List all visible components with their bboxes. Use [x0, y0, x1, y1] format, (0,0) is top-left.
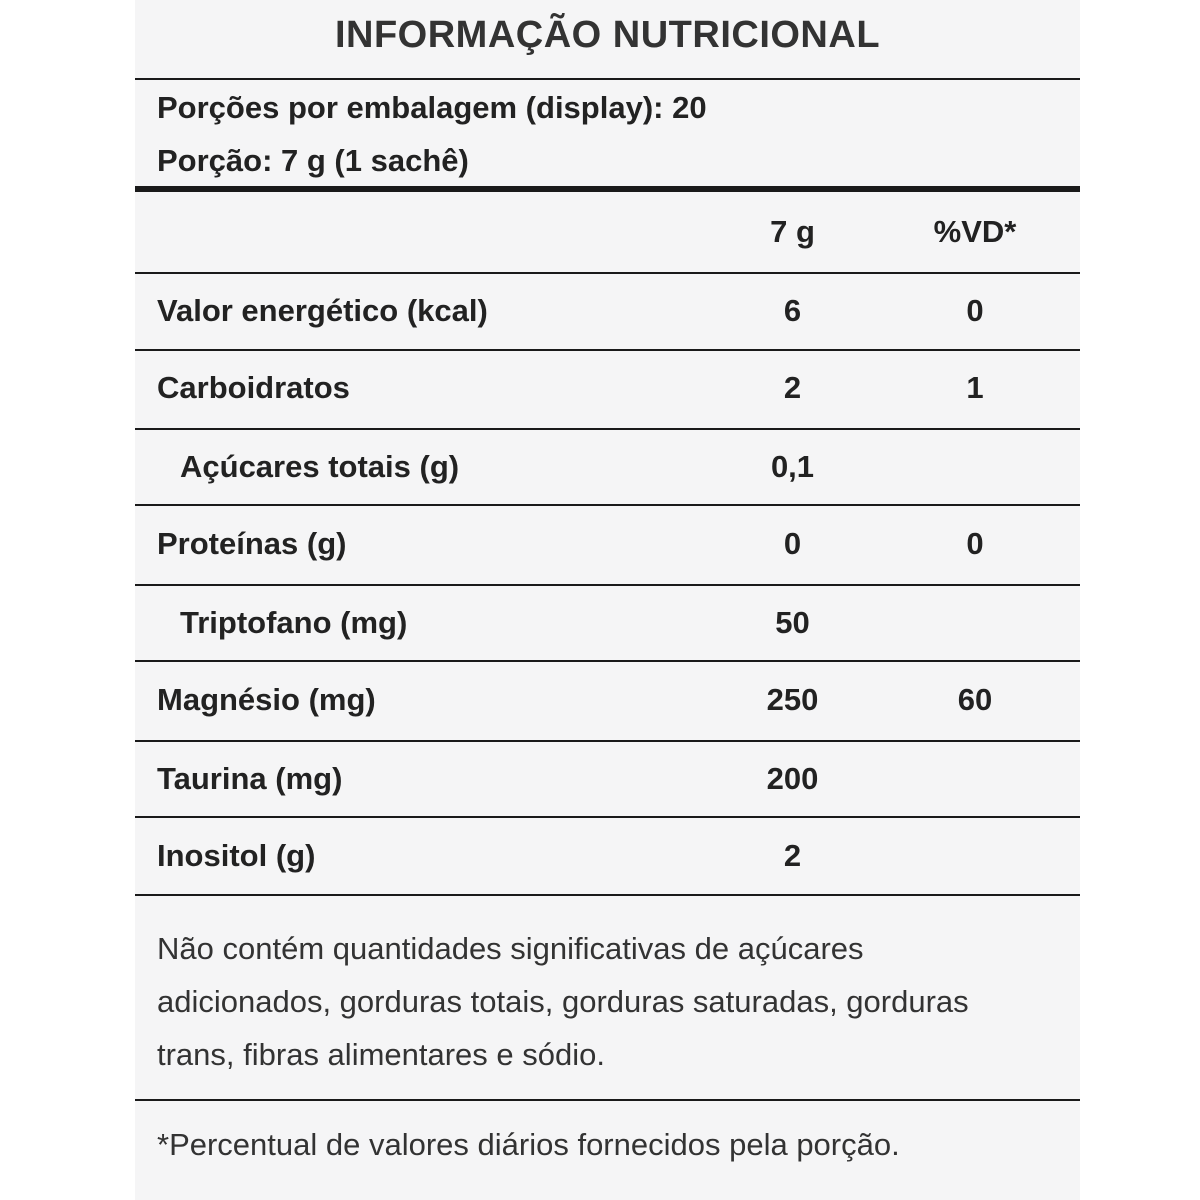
nutrient-name: Açúcares totais (g)	[180, 449, 460, 484]
nutrient-vd: 1	[966, 370, 984, 405]
table-row	[135, 273, 1080, 349]
nutrition-title: INFORMAÇÃO NUTRICIONAL	[334, 14, 881, 56]
nutrient-qty: 0,1	[770, 449, 815, 484]
nutrient-name: Valor energético (kcal)	[157, 293, 488, 328]
nutrient-name: Carboidratos	[157, 370, 350, 405]
servings-per-package: Porções por embalagem (display): 20	[157, 90, 707, 125]
nutrient-qty: 50	[775, 605, 810, 640]
table-row	[135, 818, 1080, 894]
column-header-qty: 7 g	[770, 214, 815, 249]
nutrient-qty: 0	[783, 526, 802, 561]
divider	[135, 78, 1080, 80]
table-row	[135, 585, 1080, 661]
nutrient-qty: 6	[783, 293, 802, 328]
nutrient-qty: 250	[766, 682, 819, 717]
nutrient-name: Taurina (mg)	[157, 761, 343, 796]
nutrient-qty: 2	[783, 370, 802, 405]
nutrient-name: Magnésio (mg)	[157, 682, 376, 717]
portion-size: Porção: 7 g (1 sachê)	[157, 143, 469, 178]
nutrient-name: Inositol (g)	[157, 838, 316, 873]
table-row	[135, 662, 1080, 738]
nutrient-vd: 0	[966, 526, 984, 561]
table-row	[135, 429, 1080, 505]
nutrient-vd: 0	[966, 293, 984, 328]
nutrient-name: Proteínas (g)	[157, 526, 347, 561]
table-row	[135, 741, 1080, 817]
nutrient-qty: 2	[783, 838, 802, 873]
table-row	[135, 350, 1080, 426]
table-row	[135, 506, 1080, 582]
column-header-row	[135, 194, 1080, 270]
disclaimer-note: Não contém quantidades significativas de açúcares adicionados, gorduras totais, gorduras saturadas, gorduras trans, fibras alimentares e sódio.	[157, 931, 969, 1072]
divider	[135, 1099, 1080, 1101]
nutrient-name: Triptofano (mg)	[180, 605, 408, 640]
vd-footnote: *Percentual de valores diários fornecidos pela porção.	[157, 1127, 900, 1162]
divider	[135, 894, 1080, 896]
thick-divider	[135, 186, 1080, 192]
column-header-vd: %VD*	[933, 214, 1017, 249]
nutrient-qty: 200	[766, 761, 819, 796]
nutrient-vd: 60	[957, 682, 993, 717]
nutrition-facts-panel	[135, 0, 1080, 1200]
